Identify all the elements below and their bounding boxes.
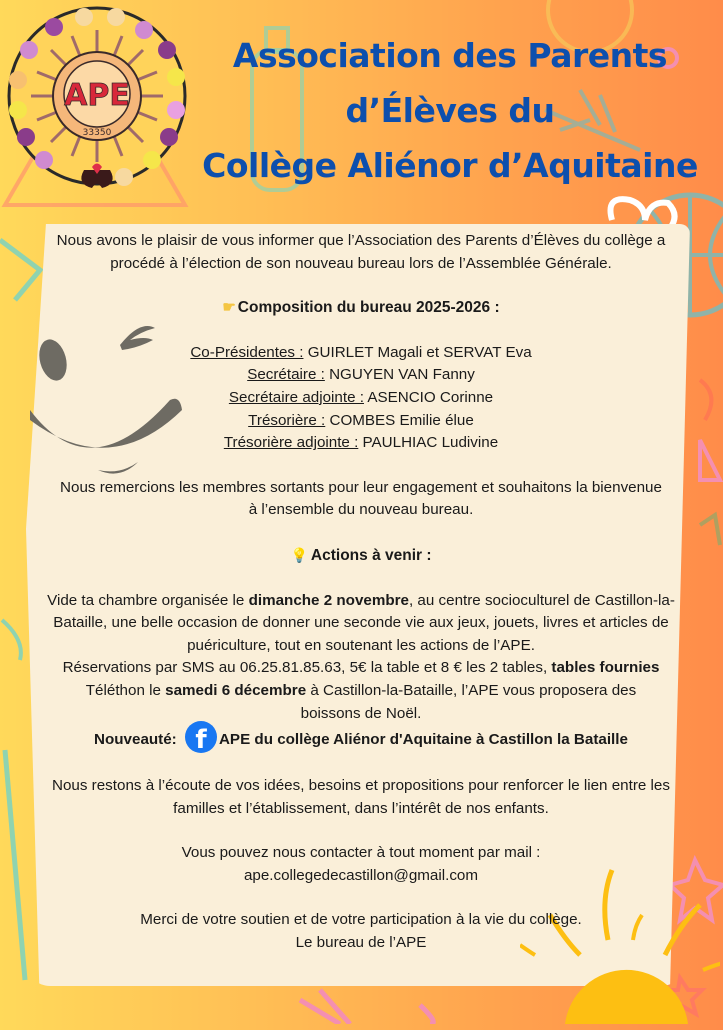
member-name: NGUYEN VAN Fanny [324, 366, 475, 384]
ape-logo-icon [4, 2, 190, 190]
light-bulb-icon: 💡 [290, 546, 308, 563]
pointing-hand-icon: ☛ [222, 299, 236, 317]
telethon-paragraph [36, 680, 686, 725]
title-line-3: Collège Aliénor d’Aquitaine [202, 146, 698, 185]
bureau-heading-text: Composition du bureau 2025-2026 : [237, 299, 500, 317]
vide-chambre-post: , au centre socioculturel de Castillon-la-Bataille, une belle occasion de donner une seconde vie aux jeux, jouets, livres et articles de puériculture, tout en soutenant les actions de l’APE. [53, 591, 675, 654]
telethon-date: samedi 6 décembre [165, 681, 307, 699]
intro-paragraph: Nous avons le plaisir de vous informer que l’Association des Parents d’Élèves du collège a procédé à l’élection de son nouveau bureau lors de l’Assemblée Générale. [56, 232, 666, 272]
reservation-bold: tables fournies [551, 659, 660, 677]
member-role: Trésorière adjointe : [223, 434, 359, 452]
svg-text:APE: APE [64, 78, 130, 113]
member-role: Co-Présidentes : [190, 343, 304, 361]
nouveaute-line [36, 727, 686, 753]
actions-heading-text: Actions à venir : [310, 546, 432, 564]
ape-logo [4, 2, 190, 190]
page-title [170, 28, 723, 193]
closing-text: Merci de votre soutien et de votre participation à la vie du collège. [140, 911, 582, 929]
member-role: Secrétaire : [247, 366, 325, 384]
member-row [36, 387, 686, 410]
vide-chambre-paragraph [36, 590, 686, 658]
thanks-paragraph: Nous remercions les membres sortants pour leur engagement et souhaitons la bienvenue à l’ensemble du nouveau bureau. [60, 478, 662, 519]
vide-chambre-date: dimanche 2 novembre [248, 591, 409, 609]
letter-body [36, 230, 686, 955]
member-name: PAULHIAC Ludivine [358, 434, 499, 452]
contact-text: Vous pouvez nous contacter à tout moment par mail : [181, 844, 541, 862]
svg-text:33350: 33350 [82, 128, 112, 138]
telethon-pre: Téléthon le [85, 681, 166, 699]
member-name: GUIRLET Magali et SERVAT Eva [303, 343, 532, 361]
signature: Le bureau de l’APE [295, 934, 427, 952]
reservation-text: Réservations par SMS au 06.25.81.85.63, 5€ la table et 8 € les 2 tables, [62, 659, 552, 677]
facebook-page-link[interactable]: APE du collège Aliénor d'Aquitaine à Castillon la Bataille [218, 731, 628, 749]
member-role: Secrétaire adjointe : [228, 388, 364, 406]
member-row [36, 432, 686, 455]
title-line-2: d’Élèves du [345, 91, 555, 130]
member-row [36, 364, 686, 387]
member-name: COMBES Emilie élue [325, 411, 474, 429]
member-name: ASENCIO Corinne [363, 388, 494, 406]
listening-paragraph: Nous restons à l’écoute de vos idées, besoins et propositions pour renforcer le lien entre les familles et l’établissement, dans l’intérêt de nos enfants. [52, 777, 670, 817]
contact-email[interactable]: ape.collegedecastillon@gmail.com [243, 866, 479, 884]
member-role: Trésorière : [248, 411, 326, 429]
telethon-post: à Castillon-la-Bataille, l’APE vous proposera des boissons de Noël. [300, 681, 637, 722]
actions-heading [36, 544, 686, 568]
reservation-paragraph [36, 657, 686, 680]
bureau-heading [36, 297, 686, 320]
facebook-icon[interactable]: f [185, 721, 217, 753]
member-row [36, 342, 686, 365]
vide-chambre-pre: Vide ta chambre organisée le [47, 591, 249, 609]
nouveaute-label: Nouveauté: [94, 731, 177, 749]
member-row [36, 410, 686, 433]
title-line-1: Association des Parents [232, 36, 668, 75]
